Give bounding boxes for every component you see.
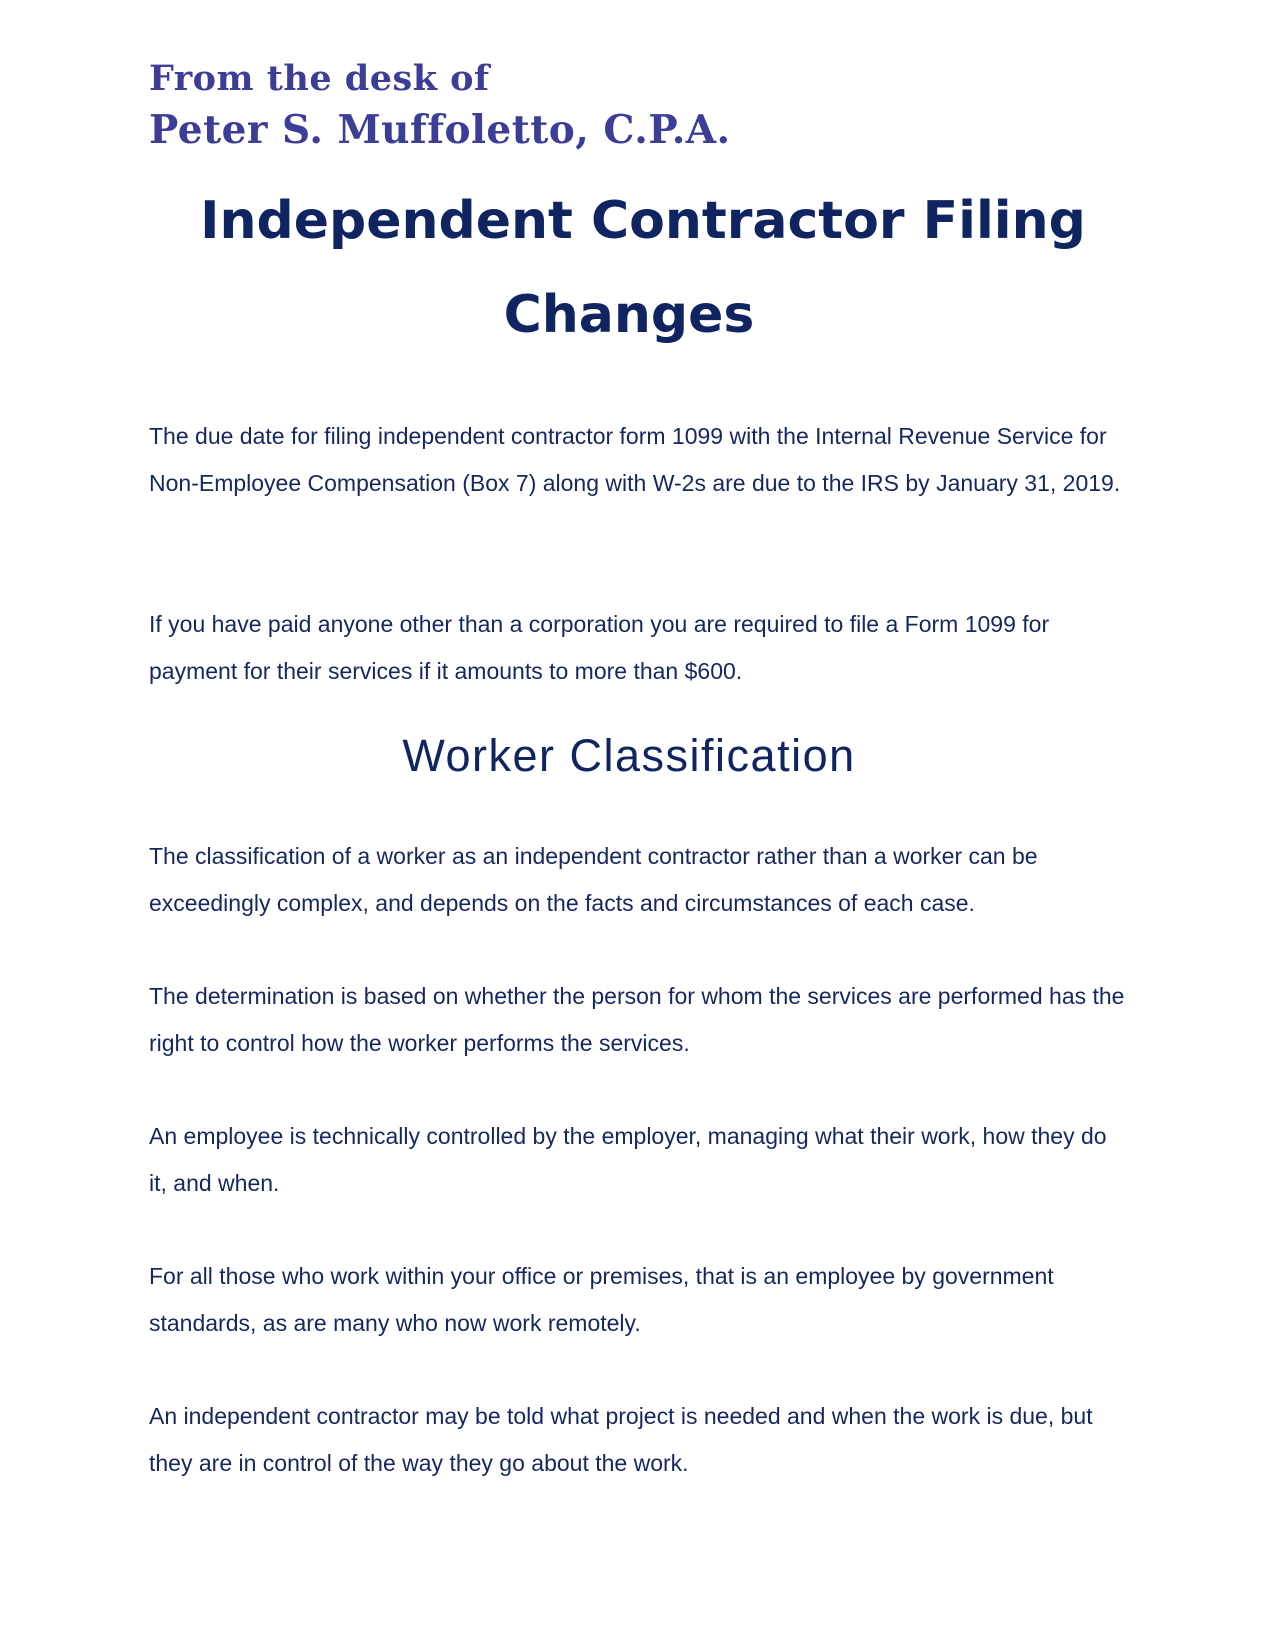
paragraph-classification-complexity: The classification of a worker as an independent contractor rather than a worker can be exceedingly complex, and depends on the facts and circumstances of each case. [149,843,1038,916]
letterhead-name: Peter S. Muffoletto, C.P.A. [149,107,731,153]
letterhead [149,54,1109,156]
paragraph-independent-contractor-definition: An independent contractor may be told what project is needed and when the work is due, but they are in control of the way they go about the work. [149,1403,1093,1476]
letterhead-line-1: From the desk of [149,58,490,99]
paragraph-right-to-control: The determination is based on whether the person for whom the services are performed has the right to control how the worker performs the services. [149,983,1125,1056]
paragraph-employee-definition: An employee is technically controlled by the employer, managing what their work, how they do it, and when. [149,1123,1107,1196]
section-heading-worker-classification: Worker Classification [402,730,856,781]
document-title [149,174,1109,362]
paragraph-form-1099-requirement: If you have paid anyone other than a corporation you are required to file a Form 1099 for payment for their services if it amounts to more than $600. [149,611,1050,684]
document-title-line-2: Changes [503,285,755,345]
paragraph-due-date: The due date for filing independent contractor form 1099 with the Internal Revenue Service for Non-Employee Compensation (Box 7) along with W-2s are due to the IRS by January 31, 2019. [149,423,1121,496]
document-title-line-1: Independent Contractor Filing [200,191,1086,251]
paragraph-office-workers: For all those who work within your office or premises, that is an employee by government standards, as are many who now work remotely. [149,1263,1054,1336]
